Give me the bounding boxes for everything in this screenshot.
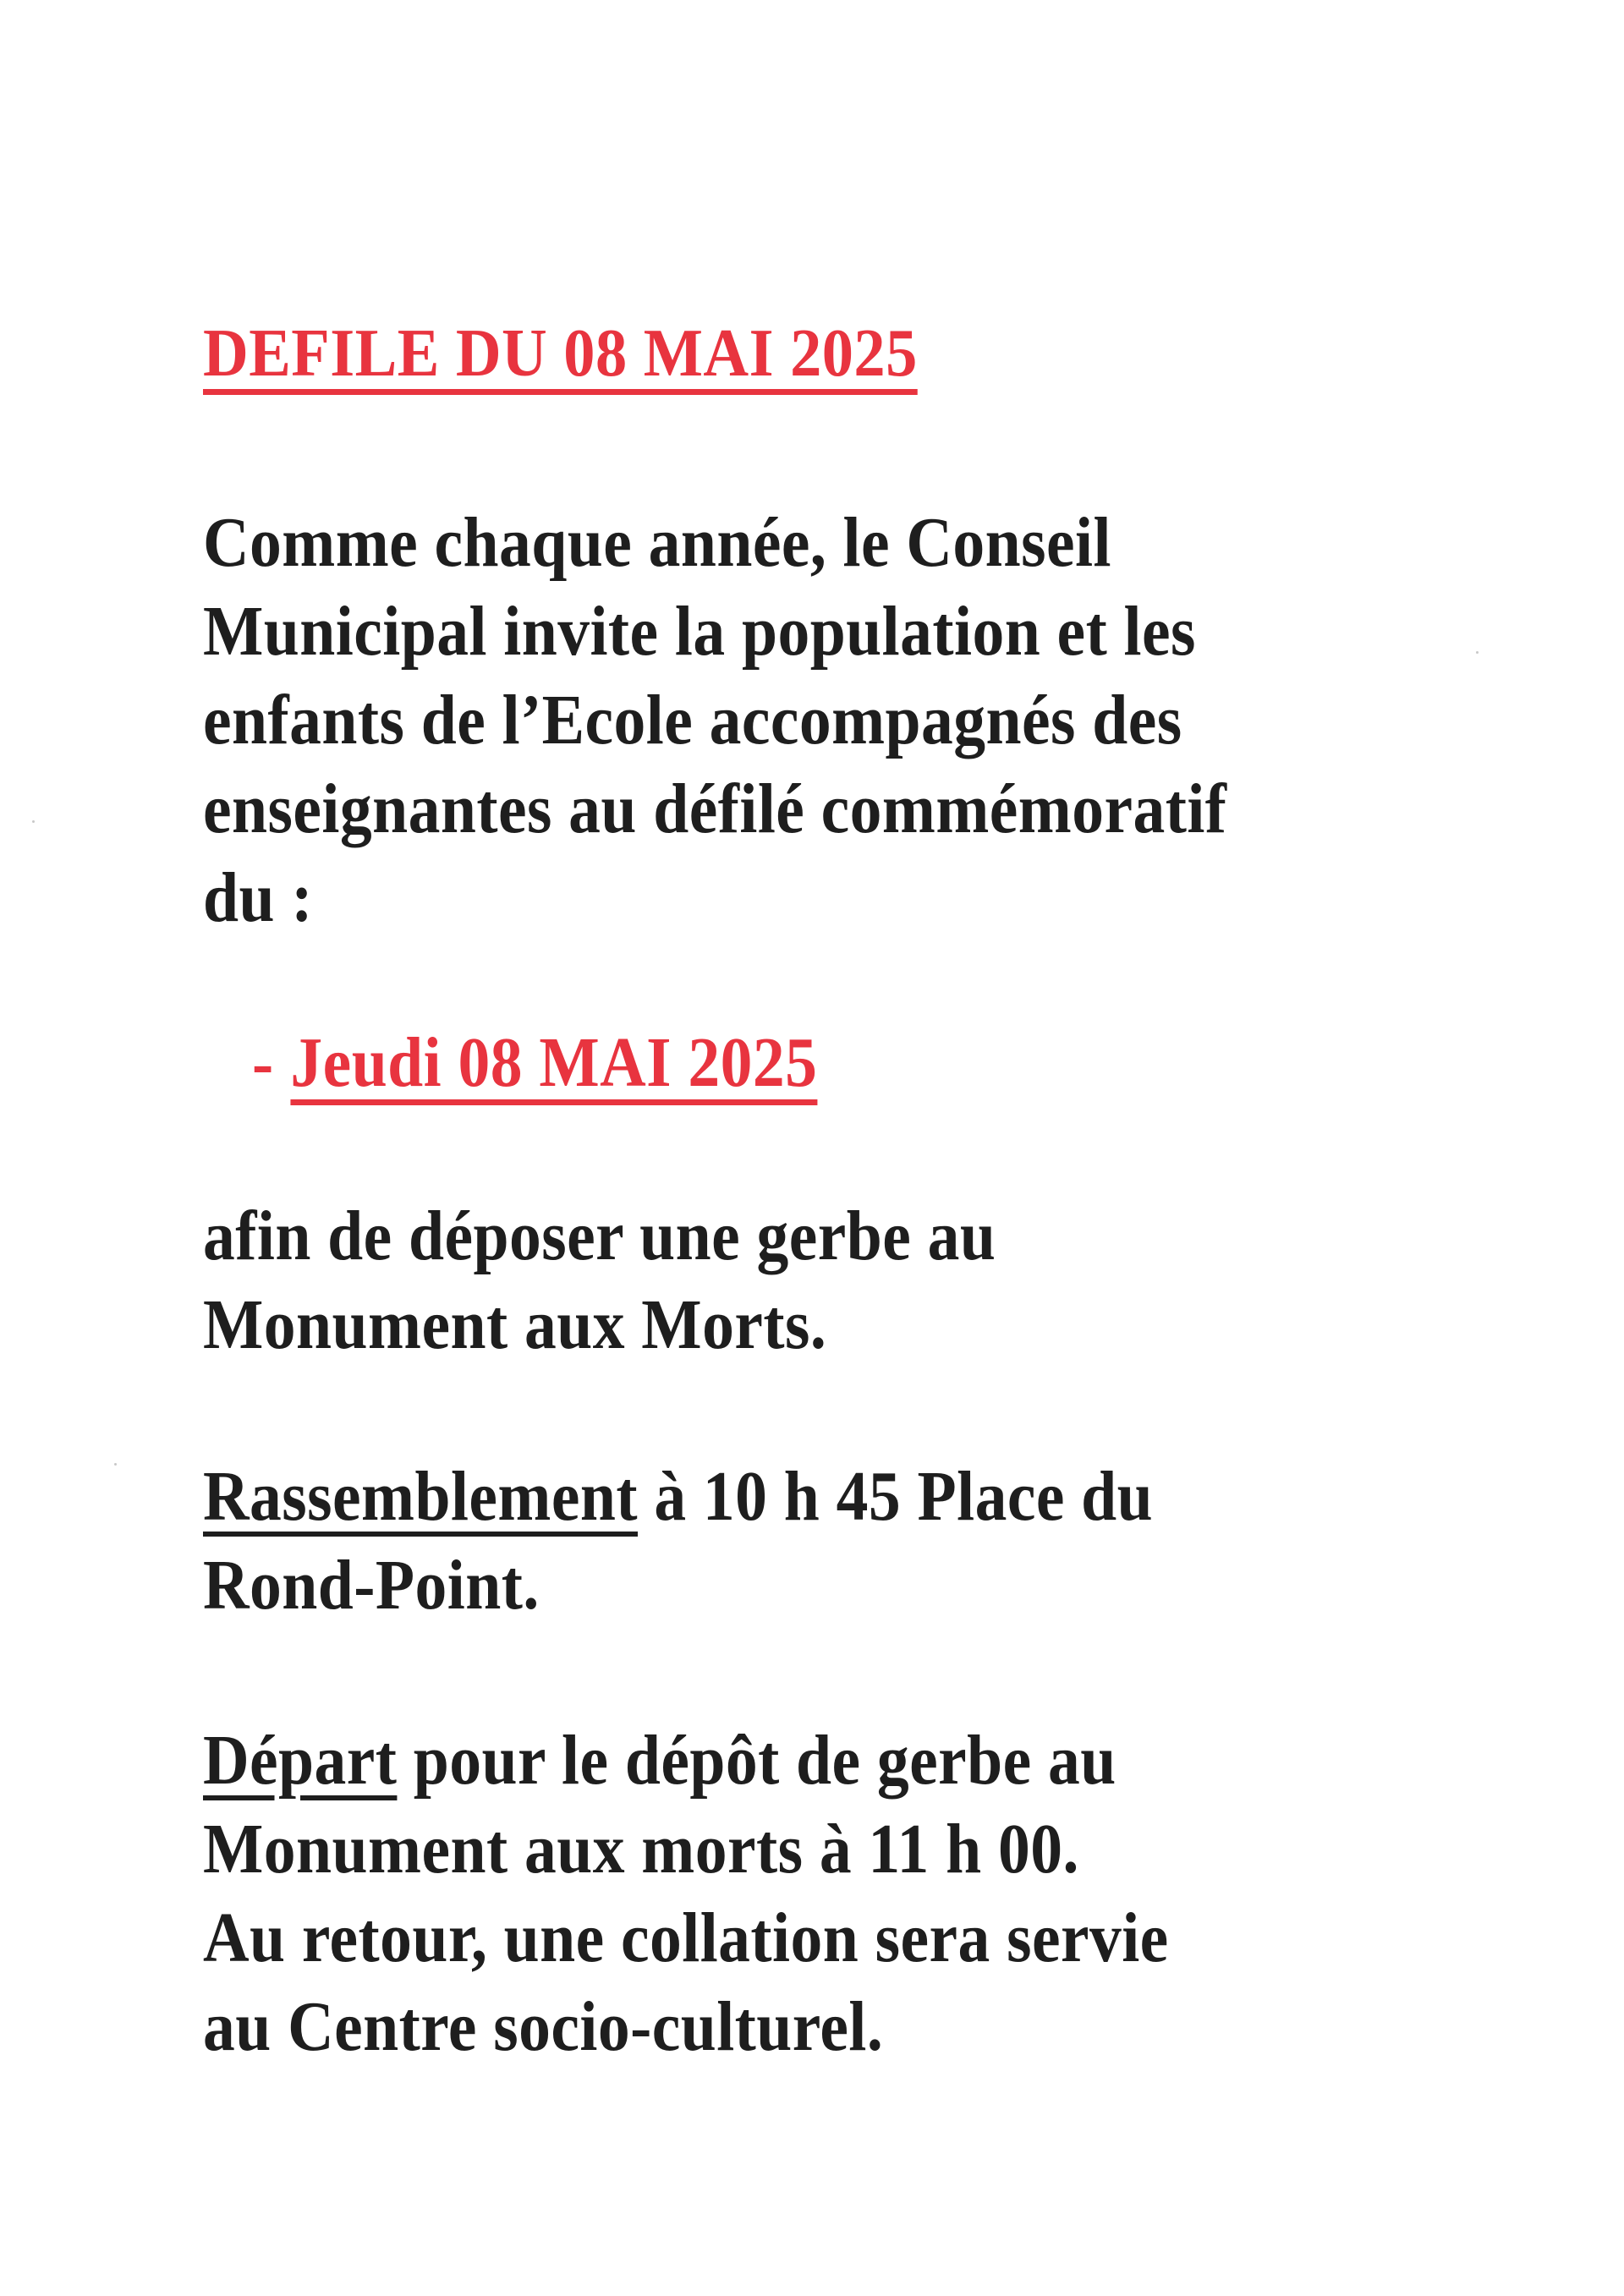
departure-line-4: au Centre socio-culturel. [203, 1987, 884, 2066]
scan-speck [1476, 651, 1479, 654]
gathering-details: à 10 h 45 Place du [637, 1457, 1154, 1536]
scan-speck [114, 1463, 117, 1466]
intro-line-1: Comme chaque année, le Conseil [203, 503, 1111, 582]
date-bullet: - [252, 1023, 274, 1102]
intro-line-5: du : [203, 858, 313, 937]
departure-line-2: Monument aux morts à 11 h 00. [203, 1810, 1079, 1888]
gathering-label: Rassemblement [203, 1457, 638, 1536]
departure-line-1 [203, 1721, 1116, 1800]
purpose-line-1: afin de déposer une gerbe au [203, 1197, 996, 1275]
date-item [252, 1023, 818, 1102]
departure-line-3: Au retour, une collation sera servie [203, 1899, 1169, 1977]
purpose-line-2: Monument aux Morts. [203, 1285, 827, 1364]
gathering-line-1 [203, 1457, 1154, 1536]
departure-label: Départ [203, 1721, 398, 1800]
date-text: Jeudi 08 MAI 2025 [290, 1023, 818, 1102]
scan-speck [32, 820, 35, 823]
intro-line-2: Municipal invite la population et les [203, 592, 1196, 671]
notice-title: DEFILE DU 08 MAI 2025 [203, 316, 918, 391]
gathering-line-2: Rond-Point. [203, 1546, 540, 1625]
intro-line-4: enseignantes au défilé commémoratif [203, 770, 1227, 848]
departure-details: pour le dépôt de gerbe au [397, 1721, 1116, 1800]
intro-line-3: enfants de l’Ecole accompagnés des [203, 681, 1182, 759]
